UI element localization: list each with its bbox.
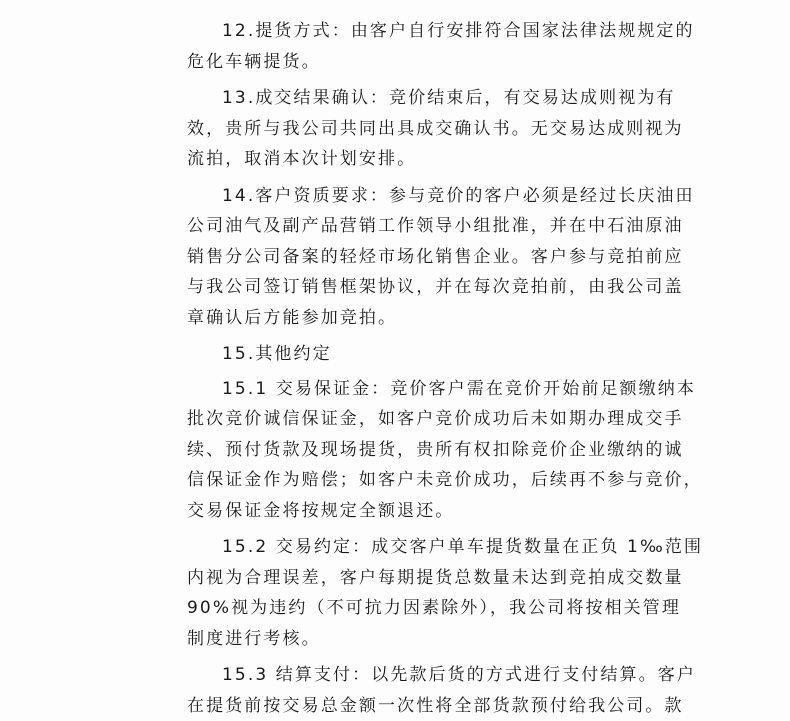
- paragraph-12-delivery-method: [187, 16, 695, 77]
- text-line: 销售分公司备案的轻烃市场化销售企业。客户参与竞拍前应: [187, 246, 684, 267]
- text-line: 15.2 交易约定：成交客户单车提货数量在正负 1‰范围: [222, 537, 704, 557]
- text-line: 13.成交结果确认：竞价结束后，有交易达成则视为有: [222, 88, 676, 108]
- text-line: 12.提货方式：由客户自行安排符合国家法律法规规定的: [222, 21, 695, 41]
- paragraph-15-3-settlement: [187, 660, 696, 721]
- text-line: 流拍，取消本次计划安排。: [187, 149, 417, 169]
- text-line: 90%视为违约（不可抗力因素除外），我公司将按相关管理: [187, 598, 681, 618]
- text-line: 交易保证金将按规定全额退还。: [187, 500, 455, 521]
- text-line: 14.客户资质要求：参与竞价的客户必须是经过长庆油田: [222, 185, 695, 206]
- text-line: 在提货前按交易总金额一次性将全部货款预付给我公司。款: [187, 695, 684, 716]
- text-line: 危化车辆提货。: [187, 51, 321, 72]
- paragraph-15-2-agreement: [187, 532, 704, 654]
- text-line: 章确认后方能参加竞拍。: [187, 307, 398, 328]
- text-line: 续、预付货款及现场提货，贵所有权扣除竞价企业缴纳的诚: [187, 439, 684, 460]
- document-body: [187, 16, 704, 721]
- text-line: 与我公司签订销售框架协议，并在每次竞拍前，由我公司盖: [187, 277, 684, 297]
- paragraph-15-1-deposit: [187, 374, 703, 527]
- paragraph-14-qualification: [187, 181, 695, 334]
- text-line: 信保证金作为赔偿；如客户未竞价成功，后续再不参与竞价，: [187, 470, 703, 490]
- text-line: 批次竞价诚信保证金，如客户竞价成功后未如期办理成交手: [187, 409, 684, 429]
- text-line: 效，贵所与我公司共同出具成交确认书。无交易达成则视为: [187, 118, 684, 139]
- text-line: 15.1 交易保证金：竞价客户需在竞价开始前足额缴纳本: [222, 378, 696, 399]
- section-heading: 15.其他约定: [222, 344, 332, 364]
- paragraph-15-other-terms: [187, 339, 607, 370]
- text-line: 内视为合理误差，客户每期提货总数量未达到竞拍成交数量: [187, 567, 684, 588]
- paragraph-13-result-confirmation: [187, 83, 684, 175]
- text-line: 制度进行考核。: [187, 628, 321, 649]
- text-line: 15.3 结算支付：以先款后货的方式进行支付结算。客户: [222, 665, 696, 685]
- text-line: 公司油气及副产品营销工作领导小组批准，并在中石油原油: [187, 216, 684, 236]
